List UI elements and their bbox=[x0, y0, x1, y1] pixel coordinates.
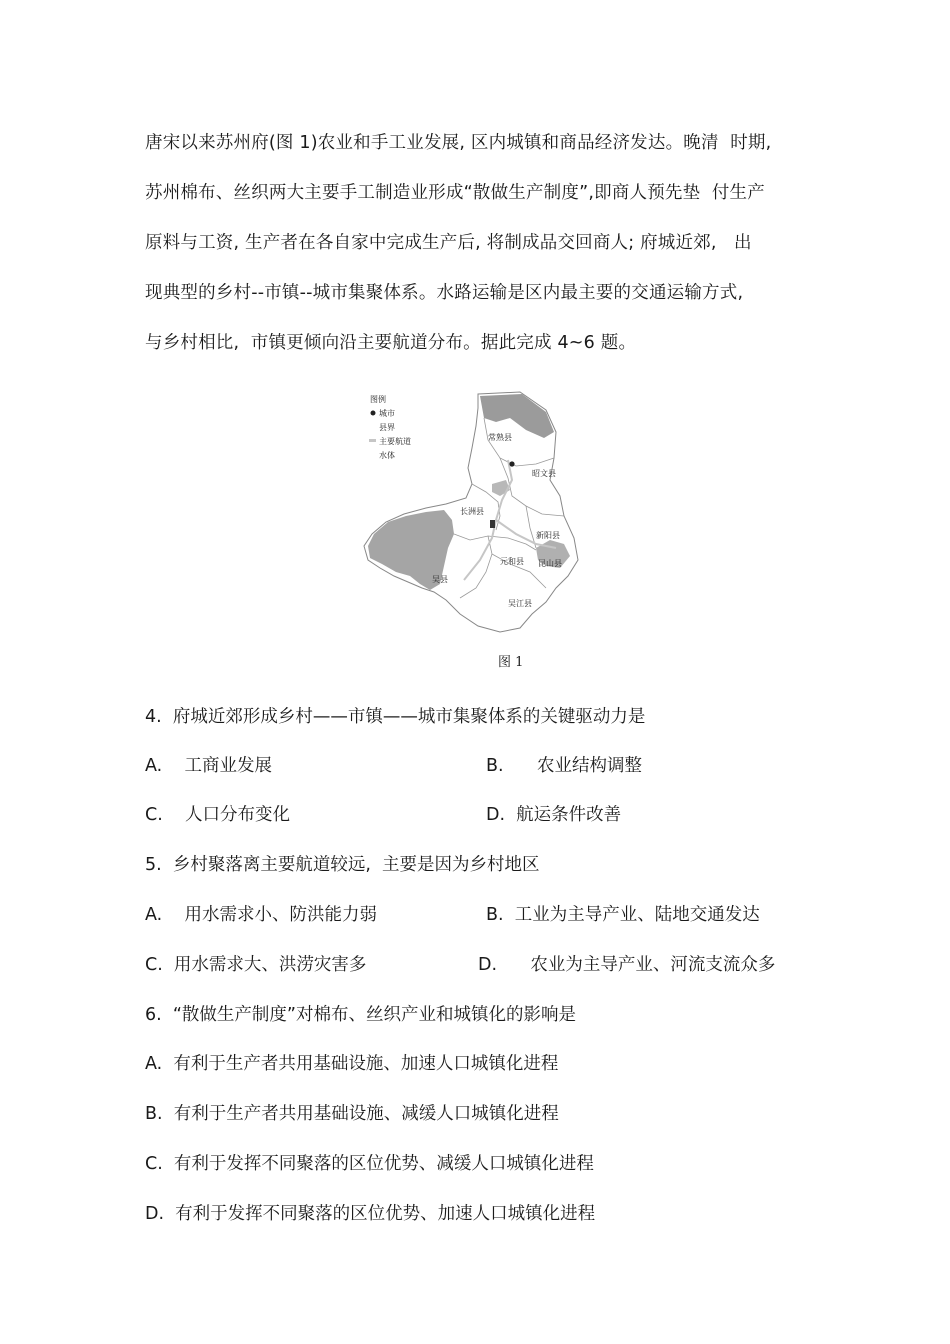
label-wujiang: 吴江县 bbox=[508, 599, 532, 608]
label-yuanhe: 元和县 bbox=[500, 557, 524, 566]
map-legend bbox=[369, 394, 411, 460]
legend-title: 图例 bbox=[370, 395, 386, 404]
question-5-option-c: C. 用水需求大、洪涝灾害多 bbox=[145, 955, 367, 975]
question-4-option-b: B. 农业结构调整 bbox=[486, 756, 642, 776]
question-6-option-a: A. 有利于生产者共用基础设施、加速人口城镇化进程 bbox=[145, 1054, 559, 1074]
passage-line-4: 现典型的乡村--市镇--城市集聚体系。水路运输是区内最主要的交通运输方式, bbox=[145, 283, 744, 303]
question-5-option-a: A. 用水需求小、防洪能力弱 bbox=[145, 905, 377, 925]
question-5-option-b: B. 工业为主导产业、陆地交通发达 bbox=[486, 905, 760, 925]
suzhou-prefecture-map bbox=[360, 388, 590, 636]
question-4-option-a: A. 工商业发展 bbox=[145, 756, 272, 776]
city-changshu bbox=[509, 461, 514, 466]
legend-waterway-symbol bbox=[369, 439, 376, 442]
question-4-option-c: C. 人口分布变化 bbox=[145, 805, 291, 825]
question-4-option-d: D. 航运条件改善 bbox=[486, 805, 622, 825]
label-zhaowen: 昭文县 bbox=[532, 469, 556, 478]
question-5-stem: 5. 乡村聚落离主要航道较远, 主要是因为乡村地区 bbox=[145, 855, 540, 875]
legend-water: 水体 bbox=[379, 451, 395, 460]
legend-city-symbol bbox=[371, 411, 376, 416]
city-suzhou-prefecture bbox=[490, 520, 495, 528]
figure-caption: 图 1 bbox=[498, 655, 524, 670]
passage-line-1: 唐宋以来苏州府(图 1)农业和手工业发展, 区内城镇和商品经济发达。晚清 时期, bbox=[145, 133, 772, 153]
question-6-option-d: D. 有利于发挥不同聚落的区位优势、加速人口城镇化进程 bbox=[145, 1204, 596, 1224]
question-6-stem: 6. “散做生产制度”对棉布、丝织产业和城镇化的影响是 bbox=[145, 1005, 576, 1025]
legend-city: 城市 bbox=[379, 409, 395, 418]
label-changzhou: 长洲县 bbox=[460, 507, 484, 516]
question-6-option-c: C. 有利于发挥不同聚落的区位优势、减缓人口城镇化进程 bbox=[145, 1154, 594, 1174]
question-5-option-d: D. 农业为主导产业、河流支流众多 bbox=[478, 955, 776, 975]
legend-waterway: 主要航道 bbox=[379, 437, 411, 446]
label-changshu: 常熟县 bbox=[488, 433, 512, 442]
label-kunshan: 昆山县 bbox=[538, 559, 562, 568]
label-xinyang: 新阳县 bbox=[536, 531, 560, 540]
question-6-option-b: B. 有利于生产者共用基础设施、减缓人口城镇化进程 bbox=[145, 1104, 559, 1124]
passage-line-3: 原料与工资, 生产者在各自家中完成生产后, 将制成品交回商人; 府城近郊, 出 bbox=[145, 233, 752, 253]
question-4-stem: 4. 府城近郊形成乡村——市镇——城市集聚体系的关键驱动力是 bbox=[145, 707, 646, 727]
passage-line-2: 苏州棉布、丝织两大主要手工制造业形成“散做生产制度”,即商人预先垫 付生产 bbox=[145, 183, 765, 203]
label-wu: 吴县 bbox=[432, 575, 448, 584]
legend-boundary: 县界 bbox=[379, 423, 395, 432]
passage-line-5: 与乡村相比, 市镇更倾向沿主要航道分布。据此完成 4~6 题。 bbox=[145, 333, 637, 353]
map-svg bbox=[360, 388, 590, 636]
